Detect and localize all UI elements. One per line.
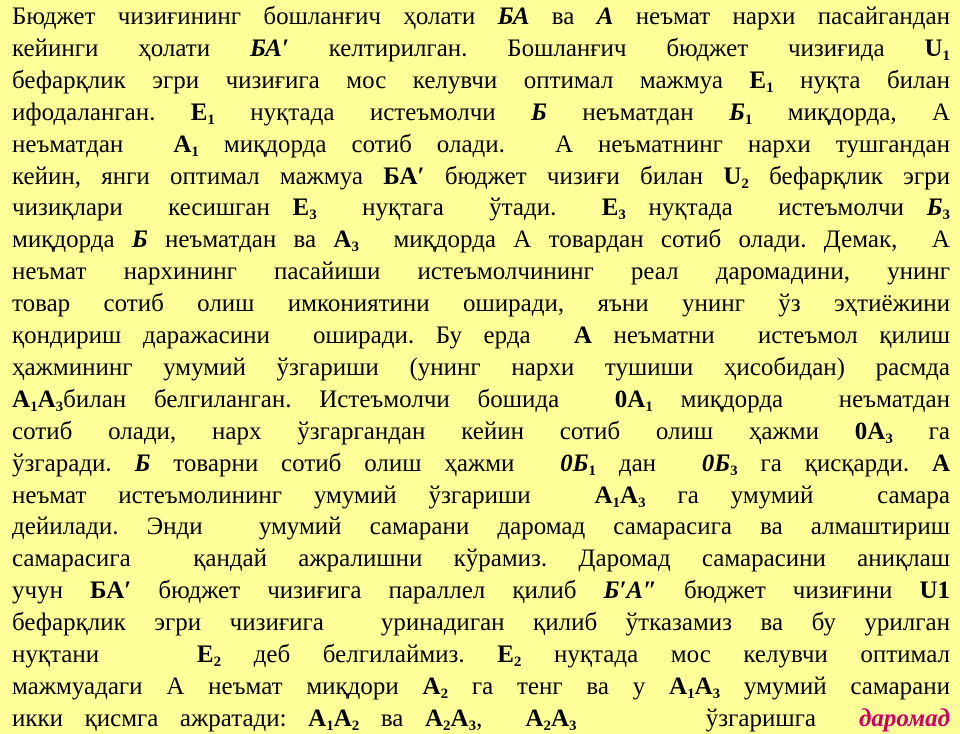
text-run: бюджет чизиғи билан bbox=[424, 162, 724, 190]
subscript-index: 2 bbox=[741, 175, 749, 192]
paragraph-line bbox=[12, 256, 950, 287]
subscript-index: 2 bbox=[543, 717, 551, 734]
subscript-index: 1 bbox=[612, 494, 620, 511]
text-run: нуқтага ўтади. bbox=[316, 194, 602, 222]
subscript-index: 3 bbox=[730, 462, 738, 479]
text-run: ўзгаради. bbox=[12, 449, 135, 477]
text-run: ифодаланган. bbox=[12, 98, 191, 126]
text-run: ва bbox=[359, 704, 425, 732]
paragraph-line bbox=[12, 97, 950, 128]
text-run: неъмат нархининг пасайиши истеъмолчининг реал даромадини, унинг bbox=[12, 258, 950, 286]
text-run: қондириш даражасини оширади. Бу ерда bbox=[12, 322, 574, 349]
text-run: дан bbox=[596, 449, 702, 477]
paragraph-line bbox=[12, 480, 950, 511]
notation-symbol: U1 bbox=[919, 577, 951, 605]
text-run: га умумий самара bbox=[645, 481, 950, 509]
notation-symbol: Е bbox=[196, 641, 214, 668]
notation-symbol: БА′ bbox=[249, 34, 289, 62]
text-run: ва bbox=[529, 3, 597, 30]
notation-symbol: А bbox=[550, 704, 570, 732]
notation-symbol: А bbox=[450, 704, 469, 732]
paragraph-line bbox=[12, 607, 950, 638]
text-run: нуқтада истеъмолчи bbox=[214, 98, 532, 126]
highlighted-term: даромад bbox=[859, 704, 951, 732]
paragraph-line bbox=[12, 575, 950, 606]
subscript-index: 1 bbox=[191, 143, 199, 160]
notation-symbol: А bbox=[333, 226, 352, 254]
notation-symbol: А bbox=[422, 672, 441, 700]
paragraph-line bbox=[12, 192, 950, 223]
notation-symbol: А bbox=[12, 385, 31, 413]
text-run: миқдорда неъматдан bbox=[652, 385, 950, 413]
paragraph-line bbox=[12, 1, 950, 32]
text-run: дейилади. Энди умумий самарани даромад самарасига ва алмаштириш bbox=[12, 513, 950, 541]
paragraph-line bbox=[12, 320, 950, 351]
text-run: Бюджет чизиғининг бошланғич ҳолати bbox=[12, 3, 498, 30]
text-run: миқдорда сотиб олади. А неъматнинг нархи тушгандан bbox=[198, 130, 950, 158]
subscript-index: 1 bbox=[645, 398, 653, 415]
text-run: миқдорда bbox=[12, 226, 132, 254]
text-run: билан белгиланган. Истеъмолчи бошида bbox=[63, 385, 615, 413]
paragraph-line bbox=[12, 65, 950, 96]
subscript-index: 1 bbox=[766, 79, 774, 96]
text-run: миқдорда, А bbox=[752, 98, 951, 126]
paragraph-line bbox=[12, 543, 950, 574]
paragraph-line bbox=[12, 224, 950, 255]
subscript-index: 1 bbox=[687, 685, 695, 702]
notation-symbol: U bbox=[924, 34, 943, 62]
text-run: кейинги ҳолати bbox=[12, 34, 250, 62]
notation-symbol: Б bbox=[926, 194, 943, 222]
subscript-index: 3 bbox=[468, 717, 477, 734]
notation-symbol: Б bbox=[131, 226, 148, 254]
text-run: икки қисмга ажратади: bbox=[12, 704, 309, 732]
text-run: бефарқлик эгри чизиғига мос келувчи оптимал мажмуа bbox=[12, 66, 750, 94]
text-run: га тенг ва у bbox=[448, 672, 670, 700]
notation-symbol: 0Б bbox=[701, 449, 731, 477]
subscript-index: 3 bbox=[351, 239, 359, 256]
paragraph-line bbox=[12, 416, 950, 447]
text-run: неъматдан bbox=[546, 98, 729, 126]
notation-symbol: БА′ bbox=[383, 162, 425, 190]
text-run: самарасига қандай ажралишни кўрамиз. Даромад самарасини аниқлаш bbox=[12, 545, 950, 573]
text-run: нуқтани bbox=[12, 641, 197, 668]
text-run: келтирилган. Бошланғич бюджет чизиғида bbox=[288, 34, 925, 62]
subscript-index: 2 bbox=[213, 654, 222, 670]
text-run: ўзгаришга bbox=[576, 704, 860, 732]
paragraph-line bbox=[12, 352, 950, 383]
notation-symbol: 0А bbox=[614, 385, 646, 413]
notation-symbol: Е bbox=[601, 194, 619, 222]
subscript-index: 3 bbox=[712, 685, 721, 702]
text-run: га қисқарди. bbox=[737, 449, 932, 477]
subscript-index: 2 bbox=[513, 654, 522, 670]
notation-symbol: А bbox=[669, 672, 688, 700]
text-run: миқдорда А товардан сотиб олади. Демак, А bbox=[358, 226, 950, 254]
subscript-index: 3 bbox=[942, 207, 950, 224]
text-run: товар сотиб олиш имкониятини оширади, яъни унинг ўз эҳтиёжини bbox=[12, 290, 950, 318]
text-run: бюджет чизиғига параллел қилиб bbox=[131, 577, 604, 605]
subscript-index: 3 bbox=[885, 430, 893, 447]
paragraph-line bbox=[12, 671, 950, 702]
text-run: бефарқлик эгри чизиғига уринадиган қилиб ўтказамиз ва бу урилган bbox=[12, 609, 950, 637]
paragraph-line bbox=[12, 288, 950, 319]
text-run: сотиб олади, нарх ўзгаргандан кейин сотиб олиш ҳажми bbox=[12, 417, 855, 445]
paragraph-line bbox=[12, 129, 950, 160]
text-run: неъматни истеъмол қилиш bbox=[591, 322, 950, 349]
notation-symbol: 0Б bbox=[560, 449, 589, 477]
notation-symbol: А bbox=[173, 130, 192, 158]
subscript-index: 1 bbox=[942, 47, 950, 64]
subscript-index: 1 bbox=[744, 111, 753, 128]
text-run: умумий самарани bbox=[720, 672, 951, 700]
paragraph-line bbox=[12, 161, 950, 192]
subscript-index: 2 bbox=[351, 717, 360, 734]
subscript-index: 1 bbox=[207, 111, 215, 128]
notation-symbol: А bbox=[594, 481, 613, 509]
notation-symbol: Е bbox=[190, 98, 208, 126]
notation-symbol: А bbox=[573, 322, 592, 349]
text-run: нуқта билан bbox=[773, 66, 950, 94]
subscript-index: 3 bbox=[569, 717, 577, 734]
text-run: мажмуадаги А неъмат миқдори bbox=[12, 672, 423, 700]
notation-symbol: А bbox=[694, 672, 713, 700]
paragraph-line bbox=[12, 639, 950, 670]
subscript-index: 2 bbox=[443, 717, 451, 734]
notation-symbol: А bbox=[931, 449, 951, 477]
subscript-index: 3 bbox=[309, 207, 317, 224]
notation-symbol: Б′А″ bbox=[603, 577, 657, 605]
subscript-index: 3 bbox=[618, 207, 626, 224]
paragraph-line bbox=[12, 33, 950, 64]
notation-symbol: Б bbox=[134, 449, 151, 477]
text-run: ҳажмининг умумий ўзгариши (унинг нархи тушиши ҳисобидан) расмда bbox=[12, 353, 950, 381]
notation-symbol: Б bbox=[729, 98, 745, 126]
text-run: чизиқлари кесишган bbox=[12, 194, 293, 222]
subscript-index: 1 bbox=[30, 398, 38, 415]
notation-symbol: 0А bbox=[854, 417, 886, 445]
notation-symbol: А bbox=[308, 704, 327, 732]
notation-symbol: А bbox=[333, 704, 352, 732]
text-run: нуқтада истеъмолчи bbox=[625, 194, 927, 222]
paragraph-line bbox=[12, 703, 950, 734]
text-run: кейин, янги оптимал мажмуа bbox=[12, 162, 384, 190]
text-run: неъмат истеъмолининг умумий ўзгариши bbox=[12, 481, 595, 509]
text-run: неъматдан ва bbox=[147, 226, 334, 254]
subscript-index: 3 bbox=[638, 494, 646, 511]
notation-symbol: Б bbox=[531, 98, 547, 126]
notation-symbol: Е bbox=[749, 66, 767, 94]
notation-symbol: А bbox=[37, 385, 56, 413]
paragraph-line bbox=[12, 384, 950, 415]
text-run: нуқтада мос келувчи оптимал bbox=[521, 641, 951, 668]
subscript-index: 3 bbox=[55, 398, 64, 415]
paragraph-line bbox=[12, 448, 950, 479]
notation-symbol: Е bbox=[292, 194, 310, 222]
text-run: деб белгилаймиз. bbox=[221, 641, 498, 668]
notation-symbol: А bbox=[620, 481, 639, 509]
subscript-index: 2 bbox=[440, 685, 449, 702]
text-run: неъматдан bbox=[12, 130, 174, 158]
text-run: бюджет чизиғини bbox=[656, 577, 920, 605]
subscript-index: 1 bbox=[326, 717, 334, 734]
subscript-index: 1 bbox=[588, 462, 596, 479]
text-run: , bbox=[476, 704, 526, 732]
notation-symbol: А bbox=[596, 3, 614, 30]
notation-symbol: БА bbox=[497, 3, 530, 30]
text-run: бефарқлик эгри bbox=[748, 162, 950, 190]
notation-symbol: U bbox=[723, 162, 742, 190]
notation-symbol: А bbox=[525, 704, 544, 732]
text-run: учун bbox=[12, 577, 91, 605]
text-run: га bbox=[892, 417, 950, 445]
notation-symbol: А bbox=[424, 704, 443, 732]
text-run: неъмат нархи пасайгандан bbox=[613, 3, 950, 30]
text-run: товарни сотиб олиш ҳажми bbox=[150, 449, 561, 477]
notation-symbol: Е bbox=[497, 641, 514, 668]
paragraph-line bbox=[12, 511, 950, 542]
notation-symbol: БА′ bbox=[90, 577, 132, 605]
